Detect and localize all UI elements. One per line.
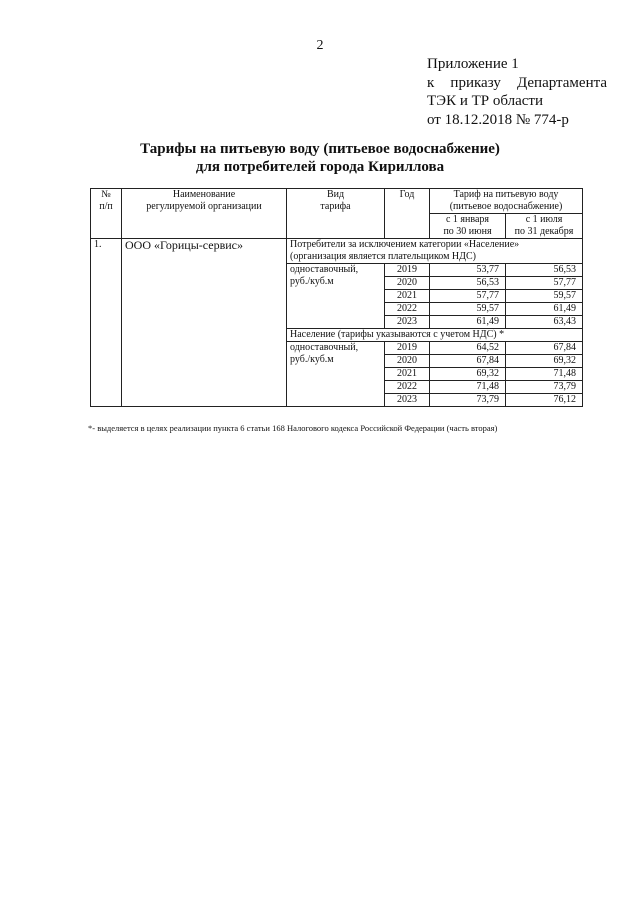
year-cell: 2022 — [385, 381, 430, 394]
year-cell: 2019 — [385, 264, 430, 277]
year-cell: 2021 — [385, 290, 430, 303]
header-period-1 — [430, 214, 506, 239]
group-1-label-line-2: (организация является плательщиком НДС) — [290, 251, 476, 262]
group-2-tariff-type-line-2: руб./куб.м — [290, 354, 334, 365]
table-header-row — [91, 189, 583, 214]
header-period-2 — [506, 214, 583, 239]
appendix-line-1: Приложение 1 — [427, 56, 519, 72]
year-cell: 2021 — [385, 368, 430, 381]
group-1-tariff-type — [287, 264, 385, 329]
header-organization-line-1: Наименование — [172, 189, 236, 200]
tariff-h1-cell: 56,53 — [430, 277, 506, 290]
header-tariff-type — [287, 189, 385, 239]
group-1-label-line-1: Потребители за исключением категории «Население» — [290, 239, 520, 250]
tariff-h2-cell: 71,48 — [506, 368, 583, 381]
group-1-label — [287, 239, 583, 264]
header-tariff-type-line-1: Вид — [326, 189, 345, 200]
tariff-h1-cell: 64,52 — [430, 342, 506, 355]
appendix-line-4: от 18.12.2018 № 774-р — [427, 111, 569, 128]
header-period-2-line-1: с 1 июля — [525, 214, 563, 225]
header-organization — [122, 189, 287, 239]
page-number: 2 — [316, 38, 324, 53]
group-2-label: Население (тарифы указываются с учетом НДС) * — [287, 329, 583, 342]
tariff-h1-cell: 61,49 — [430, 316, 506, 329]
group-1-tariff-type-line-2: руб./куб.м — [290, 276, 334, 287]
tariff-table — [90, 188, 583, 407]
year-cell: 2019 — [385, 342, 430, 355]
group-2-tariff-type — [287, 342, 385, 407]
tariff-h2-cell: 63,43 — [506, 316, 583, 329]
header-tariff-line-2: (питьевое водоснабжение) — [449, 201, 563, 212]
tariff-h1-cell: 67,84 — [430, 355, 506, 368]
header-number — [91, 189, 122, 239]
header-year: Год — [385, 189, 430, 239]
tariff-h2-cell: 73,79 — [506, 381, 583, 394]
header-period-1-line-2: по 30 июня — [443, 226, 492, 237]
tariff-h1-cell: 73,79 — [430, 394, 506, 407]
footnote: *- выделяется в целях реализации пункта 6 статьи 168 Налогового кодекса Российской Федерации (часть вторая) — [88, 423, 498, 433]
appendix-line-3: ТЭК и ТР области — [427, 93, 543, 109]
year-cell: 2020 — [385, 355, 430, 368]
tariff-h2-cell: 61,49 — [506, 303, 583, 316]
tariff-h2-cell: 57,77 — [506, 277, 583, 290]
header-tariff — [430, 189, 583, 214]
tariff-h1-cell: 57,77 — [430, 290, 506, 303]
year-cell: 2022 — [385, 303, 430, 316]
header-period-2-line-2: по 31 декабря — [514, 226, 574, 237]
year-cell: 2020 — [385, 277, 430, 290]
header-period-1-line-1: с 1 января — [445, 214, 490, 225]
document-title — [0, 140, 640, 176]
tariff-h1-cell: 69,32 — [430, 368, 506, 381]
tariff-h2-cell: 56,53 — [506, 264, 583, 277]
header-number-line-1: № — [101, 189, 111, 200]
title-line-1: Тарифы на питьевую воду (питьевое водоснабжение) — [140, 141, 500, 157]
header-tariff-line-1: Тариф на питьевую воду — [453, 189, 559, 200]
header-organization-line-2: регулируемой организации — [146, 201, 262, 212]
tariff-h1-cell: 71,48 — [430, 381, 506, 394]
year-cell: 2023 — [385, 316, 430, 329]
appendix-line-2: к приказу Департамента — [427, 74, 607, 91]
organization-cell: ООО «Горицы-сервис» — [122, 239, 287, 407]
header-tariff-type-line-2: тарифа — [320, 201, 351, 212]
year-cell: 2023 — [385, 394, 430, 407]
row-number-cell: 1. — [91, 239, 122, 407]
tariff-h2-cell: 76,12 — [506, 394, 583, 407]
tariff-h1-cell: 53,77 — [430, 264, 506, 277]
group-2-tariff-type-line-1: одноставочный, — [290, 342, 359, 353]
title-line-2: для потребителей города Кириллова — [195, 159, 445, 175]
group-1-label-row — [91, 239, 583, 264]
tariff-h2-cell: 67,84 — [506, 342, 583, 355]
group-1-tariff-type-line-1: одноставочный, — [290, 264, 359, 275]
tariff-h2-cell: 69,32 — [506, 355, 583, 368]
tariff-h1-cell: 59,57 — [430, 303, 506, 316]
header-number-line-2: п/п — [99, 201, 113, 212]
tariff-h2-cell: 59,57 — [506, 290, 583, 303]
appendix-block — [427, 55, 607, 129]
